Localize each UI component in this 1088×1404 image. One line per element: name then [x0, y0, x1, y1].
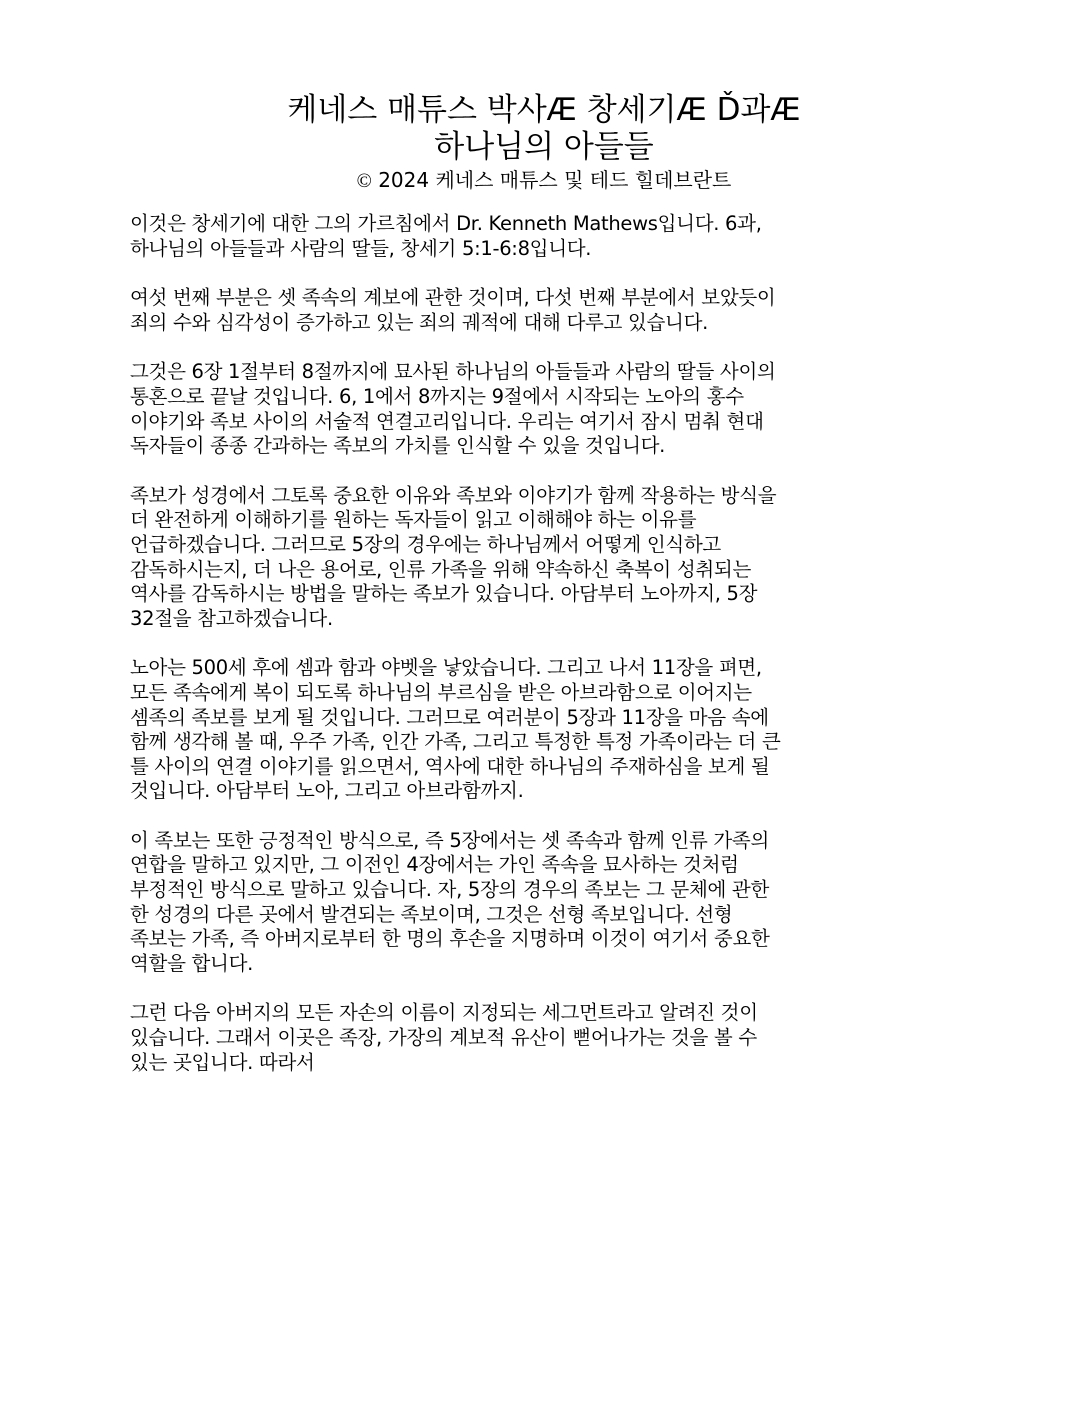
paragraph — [130, 286, 930, 335]
document-body — [130, 212, 930, 1100]
title-line-1: 케네스 매튜스 박사Æ 창세기Æ Ď과Æ — [287, 92, 801, 128]
paragraph — [130, 484, 930, 632]
paragraph-line: 독자들이 종종 간과하는 족보의 가치를 인식할 수 있을 것입니다. — [130, 434, 666, 458]
paragraph-line: 역사를 감독하시는 방법을 말하는 족보가 있습니다. 아담부터 노아까지, 5장 — [130, 582, 758, 606]
copyright-symbol: © — [356, 170, 372, 192]
paragraph-line: 죄의 수와 심각성이 증가하고 있는 죄의 궤적에 대해 다루고 있습니다. — [130, 310, 709, 334]
paragraph-line: 하나님의 아들들과 사람의 딸들, 창세기 5:1-6:8입니다. — [130, 236, 592, 260]
paragraph-line: 족보가 성경에서 그토록 중요한 이유와 족보와 이야기가 함께 작용하는 방식을 — [130, 483, 777, 507]
paragraph-line: 이 족보는 또한 긍정적인 방식으로, 즉 5장에서는 셋 족속과 함께 인류 가족의 — [130, 828, 769, 852]
paragraph-line: 그런 다음 아버지의 모든 자손의 이름이 지정되는 세그먼트라고 알려진 것이 — [130, 1001, 758, 1025]
paragraph-line: 있습니다. 그래서 이곳은 족장, 가장의 계보적 유산이 뻗어나가는 것을 볼 수 — [130, 1026, 757, 1050]
title-line-2: 하나님의 아들들 — [434, 129, 654, 165]
paragraph-line: 감독하시는지, 더 나은 용어로, 인류 가족을 위해 약속하신 축복이 성취되는 — [130, 557, 751, 581]
copyright-notice — [0, 166, 1088, 195]
paragraph — [130, 1001, 930, 1075]
paragraph-line: 여섯 번째 부분은 셋 족속의 계보에 관한 것이며, 다섯 번째 부분에서 보았듯이 — [130, 286, 776, 310]
document-header — [0, 92, 1088, 195]
paragraph-line: 그것은 6장 1절부터 8절까지에 묘사된 하나님의 아들들과 사람의 딸들 사이의 — [130, 360, 776, 384]
paragraph-line: 족보는 가족, 즉 아버지로부터 한 명의 후손을 지명하며 이것이 여기서 중요한 — [130, 927, 770, 951]
paragraph-line: 연합을 말하고 있지만, 그 이전인 4장에서는 가인 족속을 묘사하는 것처럼 — [130, 853, 739, 877]
paragraph-line: 언급하겠습니다. 그러므로 5장의 경우에는 하나님께서 어떻게 인식하고 — [130, 532, 721, 556]
paragraph-line: 역할을 합니다. — [130, 951, 254, 975]
paragraph-line: 부정적인 방식으로 말하고 있습니다. 자, 5장의 경우의 족보는 그 문체에 관한 — [130, 878, 769, 902]
paragraph-line: 노아는 500세 후에 셈과 함과 야벳을 낳았습니다. 그리고 나서 11장을 펴면, — [130, 656, 762, 680]
paragraph — [130, 212, 930, 261]
copyright-text: 2024 케네스 매튜스 및 테드 힐데브란트 — [378, 168, 732, 192]
paragraph-line: 32절을 참고하겠습니다. — [130, 606, 333, 630]
paragraph-line: 틀 사이의 연결 이야기를 읽으면서, 역사에 대한 하나님의 주재하심을 보게 될 — [130, 754, 770, 778]
paragraph — [130, 656, 930, 804]
paragraph-line: 모든 족속에게 복이 되도록 하나님의 부르심을 받은 아브라함으로 이어지는 — [130, 680, 752, 704]
paragraph-line: 셈족의 족보를 보게 될 것입니다. 그러므로 여러분이 5장과 11장을 마음 속에 — [130, 705, 769, 729]
paragraph-line: 한 성경의 다른 곳에서 발견되는 족보이며, 그것은 선형 족보입니다. 선형 — [130, 902, 733, 926]
paragraph-line: 통혼으로 끝날 것입니다. 6, 1에서 8까지는 9절에서 시작되는 노아의 홍수 — [130, 384, 744, 408]
paragraph-line: 더 완전하게 이해하기를 원하는 독자들이 읽고 이해해야 하는 이유를 — [130, 508, 697, 532]
paragraph — [130, 829, 930, 977]
paragraph-line: 함께 생각해 볼 때, 우주 가족, 인간 가족, 그리고 특정한 특정 가족이라는 더 큰 — [130, 730, 781, 754]
paragraph-line: 있는 곳입니다. 따라서 — [130, 1050, 315, 1074]
paragraph-line: 이야기와 족보 사이의 서술적 연결고리입니다. 우리는 여기서 잠시 멈춰 현대 — [130, 409, 764, 433]
paragraph-line: 것입니다. 아담부터 노아, 그리고 아브라함까지. — [130, 779, 524, 803]
paragraph — [130, 360, 930, 458]
paragraph-line: 이것은 창세기에 대한 그의 가르침에서 Dr. Kenneth Mathews입니다. 6과, — [130, 212, 762, 235]
